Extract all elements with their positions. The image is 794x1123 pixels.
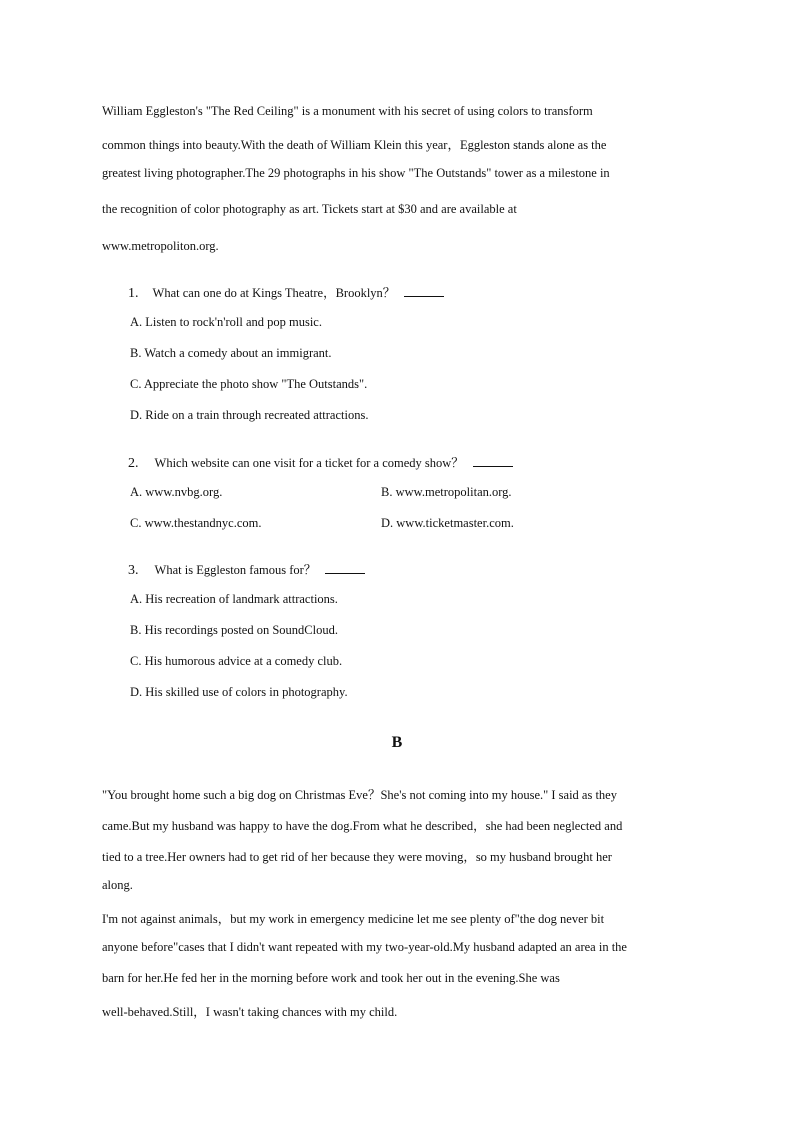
- question-number: 3.: [128, 563, 139, 578]
- option-letter: C.: [130, 516, 142, 530]
- option-text: www.ticketmaster.com.: [396, 516, 514, 530]
- option-letter: D.: [130, 408, 143, 422]
- option-3b: [130, 623, 338, 638]
- passage-b-line: tied to a tree.Her owners had to get rid of her because they were moving，so my husband brought her: [102, 850, 612, 864]
- option-text: www.metropolitan.org.: [395, 485, 512, 499]
- passage-b-line: I'm not against animals，but my work in emergency medicine let me see plenty of"the dog never bit: [102, 912, 605, 926]
- option-3c: [130, 654, 342, 669]
- option-letter: D.: [381, 516, 394, 530]
- question-text: What can one do at Kings Theatre，Brooklyn？: [152, 286, 396, 300]
- passage-a-line: common things into beauty.With the death of William Klein this year，Eggleston stands alone as the: [102, 138, 607, 152]
- passage-a-line: greatest living photographer.The 29 photographs in his show "The Outstands" tower as a milestone in: [102, 166, 610, 180]
- question-2: [128, 453, 513, 472]
- option-text: His skilled use of colors in photography.: [145, 685, 348, 699]
- passage-b-line: well-behaved.Still，I wasn't taking chances with my child.: [102, 1005, 398, 1019]
- passage-b-line: along.: [102, 878, 133, 892]
- option-text: Listen to rock'n'roll and pop music.: [145, 315, 322, 329]
- option-1c: [130, 377, 367, 392]
- option-text: His humorous advice at a comedy club.: [144, 654, 343, 668]
- option-text: His recordings posted on SoundCloud.: [144, 623, 338, 637]
- option-text: Ride on a train through recreated attractions.: [145, 408, 369, 422]
- option-letter: C.: [130, 377, 142, 391]
- option-2c: [130, 516, 261, 531]
- passage-a-line: the recognition of color photography as art. Tickets start at $30 and are available at: [102, 202, 517, 216]
- option-letter: B.: [130, 346, 142, 360]
- question-3: [128, 560, 365, 579]
- option-text: Appreciate the photo show "The Outstands".: [143, 377, 368, 391]
- option-2a: [130, 485, 222, 500]
- passage-b-line: anyone before"cases that I didn't want repeated with my two-year-old.My husband adapted an area in the: [102, 940, 627, 954]
- passage-b-line: barn for her.He fed her in the morning before work and took her out in the evening.She was: [102, 971, 560, 985]
- passage-a-line: William Eggleston's "The Red Ceiling" is a monument with his secret of using colors to transform: [102, 104, 593, 118]
- option-text: www.thestandnyc.com.: [144, 516, 262, 530]
- option-letter: B.: [381, 485, 393, 499]
- answer-blank[interactable]: [325, 561, 365, 574]
- option-letter: A.: [130, 592, 143, 606]
- option-3d: [130, 685, 348, 700]
- option-1a: [130, 315, 322, 330]
- option-text: www.nvbg.org.: [145, 485, 223, 499]
- option-text: His recreation of landmark attractions.: [145, 592, 338, 606]
- question-1: [128, 283, 444, 302]
- question-text: Which website can one visit for a ticket for a comedy show？: [154, 456, 464, 470]
- option-2b: [381, 485, 512, 500]
- question-number: 2.: [128, 456, 139, 471]
- section-b-title: B: [391, 734, 403, 751]
- option-1b: [130, 346, 332, 361]
- option-letter: A.: [130, 485, 143, 499]
- option-text: Watch a comedy about an immigrant.: [144, 346, 332, 360]
- option-letter: B.: [130, 623, 142, 637]
- option-letter: D.: [130, 685, 143, 699]
- option-3a: [130, 592, 338, 607]
- answer-blank[interactable]: [473, 454, 513, 467]
- option-letter: A.: [130, 315, 143, 329]
- option-1d: [130, 408, 368, 423]
- option-2d: [381, 516, 514, 531]
- question-number: 1.: [128, 286, 139, 301]
- option-letter: C.: [130, 654, 142, 668]
- question-text: What is Eggleston famous for？: [154, 563, 317, 577]
- passage-b-line: came.But my husband was happy to have the dog.From what he described，she had been neglected and: [102, 819, 623, 833]
- answer-blank[interactable]: [404, 284, 444, 297]
- passage-a-line: www.metropoliton.org.: [102, 239, 219, 253]
- passage-b-line: "You brought home such a big dog on Christmas Eve？She's not coming into my house." I said as they: [102, 788, 617, 802]
